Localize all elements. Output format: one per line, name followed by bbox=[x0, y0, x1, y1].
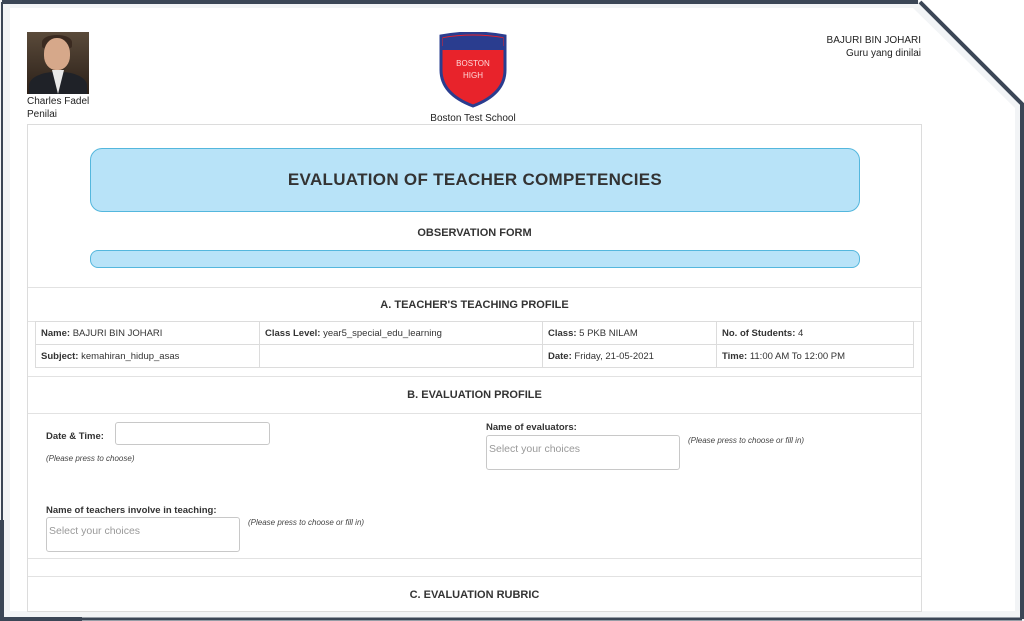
evaluators-hint: (Please press to choose or fill in) bbox=[688, 436, 805, 445]
evaluators-placeholder: Select your choices bbox=[489, 443, 581, 455]
teacher-block bbox=[827, 34, 921, 60]
form-panel bbox=[27, 124, 922, 612]
table-row: Name: BAJURI BIN JOHARI Class Level: year5_special_edu_learning Class: 5 PKB NILAM No. of Students: 4 bbox=[36, 322, 914, 345]
evaluators-label: Name of evaluators: bbox=[486, 422, 577, 433]
evaluator-name: Charles Fadel bbox=[27, 96, 90, 107]
teachers-select[interactable] bbox=[46, 517, 240, 552]
teacher-profile-table bbox=[35, 321, 914, 368]
teacher-name: BAJURI BIN JOHARI bbox=[826, 35, 921, 46]
form-subtitle: OBSERVATION FORM bbox=[417, 227, 532, 239]
date-time-label: Date & Time: bbox=[46, 431, 104, 442]
date-time-hint: (Please press to choose) bbox=[46, 454, 135, 463]
svg-text:HIGH: HIGH bbox=[463, 71, 483, 80]
form-title: EVALUATION OF TEACHER COMPETENCIES bbox=[90, 148, 860, 212]
teachers-label: Name of teachers involve in teaching: bbox=[46, 505, 217, 516]
date-time-input[interactable] bbox=[115, 422, 270, 445]
teachers-placeholder: Select your choices bbox=[49, 525, 141, 537]
progress-bar bbox=[90, 250, 860, 268]
section-divider bbox=[28, 558, 921, 559]
section-b-heading: B. EVALUATION PROFILE bbox=[28, 376, 921, 414]
table-row: Subject: kemahiran_hidup_asas Date: Friday, 21-05-2021 Time: 11:00 AM To 12:00 PM bbox=[36, 345, 914, 368]
school-block bbox=[410, 32, 536, 124]
school-crest-icon bbox=[437, 32, 509, 108]
evaluators-select[interactable] bbox=[486, 435, 680, 470]
teachers-hint: (Please press to choose or fill in) bbox=[248, 518, 365, 527]
teacher-role: Guru yang dinilai bbox=[845, 48, 921, 59]
svg-text:BOSTON: BOSTON bbox=[456, 59, 490, 68]
section-a-heading: A. TEACHER'S TEACHING PROFILE bbox=[28, 287, 921, 322]
school-name: Boston Test School bbox=[430, 113, 516, 124]
evaluator-avatar bbox=[27, 32, 89, 94]
section-c-heading: C. EVALUATION RUBRIC bbox=[28, 576, 921, 612]
evaluator-block bbox=[27, 32, 89, 121]
evaluator-role: Penilai bbox=[27, 109, 58, 120]
